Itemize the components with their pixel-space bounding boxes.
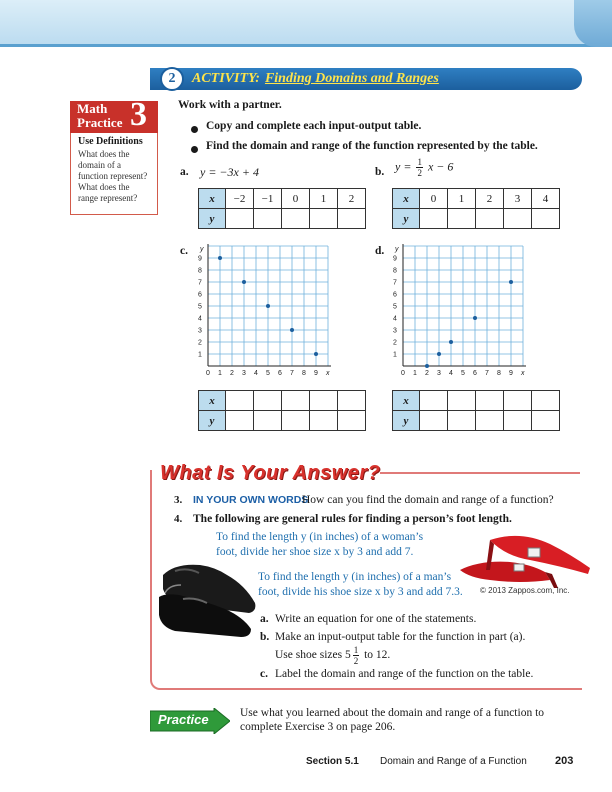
x-tick-label: 3 xyxy=(242,370,246,377)
y-tick-label: 1 xyxy=(198,351,202,359)
table-header-x: x xyxy=(393,189,420,209)
table-cell xyxy=(448,391,476,411)
table-cell xyxy=(254,411,282,431)
activity-title xyxy=(192,71,439,87)
question-4b-label: b. xyxy=(260,631,270,643)
x-axis-label: x xyxy=(521,370,525,377)
answer-section-title: What Is Your Answer? xyxy=(160,462,381,484)
table-row xyxy=(199,391,366,411)
question-4c-label: c. xyxy=(260,668,268,680)
table-cell xyxy=(226,391,254,411)
table-cell: 0 xyxy=(282,189,310,209)
x-tick-label: 1 xyxy=(413,370,417,377)
y-tick-label: 3 xyxy=(198,327,202,335)
x-axis-label: x xyxy=(326,370,330,377)
table-cell xyxy=(226,209,254,229)
y-tick-label: 4 xyxy=(393,315,397,323)
table-row xyxy=(393,209,560,229)
table-cell xyxy=(310,411,338,431)
table-cell xyxy=(420,209,448,229)
table-cell: 4 xyxy=(532,189,560,209)
table-cell xyxy=(338,411,366,431)
fraction-denominator: 2 xyxy=(353,656,359,666)
question-4a-text: Write an equation for one of the statements. xyxy=(275,613,477,625)
part-a-table xyxy=(198,188,366,229)
y-tick-label: 6 xyxy=(198,291,202,299)
table-cell: 1 xyxy=(448,189,476,209)
table-cell xyxy=(532,411,560,431)
data-point xyxy=(473,316,477,320)
bullet-item: Copy and complete each input-output table. xyxy=(206,120,422,132)
table-header-x: x xyxy=(199,391,226,411)
y-tick-label: 2 xyxy=(393,339,397,347)
table-cell: 2 xyxy=(338,189,366,209)
page-number: 203 xyxy=(555,755,574,767)
shoe-size-range-end: to 12. xyxy=(364,649,391,662)
table-cell: −2 xyxy=(226,189,254,209)
fraction-numerator: 1 xyxy=(353,645,359,655)
bullet-item: Find the domain and range of the function represented by the table. xyxy=(206,140,538,152)
data-point xyxy=(437,352,441,356)
x-tick-label: 8 xyxy=(302,370,306,377)
question-4b-text: Make an input-output table for the function in part (a). xyxy=(275,631,526,643)
activity-label: ACTIVITY: xyxy=(192,71,260,86)
table-header-y: y xyxy=(199,209,226,229)
part-b-label: b. xyxy=(375,166,385,178)
table-cell: 0 xyxy=(420,189,448,209)
table-cell xyxy=(504,209,532,229)
data-point xyxy=(218,256,222,260)
part-c-table xyxy=(198,390,366,431)
table-cell: −1 xyxy=(254,189,282,209)
top-band-corner xyxy=(574,0,612,47)
table-cell xyxy=(310,209,338,229)
part-c-label: c. xyxy=(180,245,188,257)
question-3-lead: IN YOUR OWN WORDS xyxy=(193,494,309,506)
table-cell xyxy=(282,391,310,411)
part-d-label: d. xyxy=(375,245,385,257)
math-practice-subtitle: Use Definitions xyxy=(78,136,143,147)
x-tick-label: 2 xyxy=(425,370,429,377)
table-cell xyxy=(226,411,254,431)
x-tick-label: 2 xyxy=(230,370,234,377)
table-cell: 1 xyxy=(310,189,338,209)
table-cell xyxy=(504,411,532,431)
table-row xyxy=(393,189,560,209)
x-tick-label: 7 xyxy=(290,370,294,377)
part-c-graph xyxy=(196,244,331,380)
table-cell xyxy=(448,411,476,431)
x-tick-label: 9 xyxy=(509,370,513,377)
table-header-x: x xyxy=(199,189,226,209)
table-row xyxy=(393,391,560,411)
question-4b-text-line2 xyxy=(275,645,390,666)
x-tick-label: 7 xyxy=(485,370,489,377)
y-tick-label: 6 xyxy=(393,291,397,299)
table-cell xyxy=(476,411,504,431)
x-tick-label: 5 xyxy=(461,370,465,377)
table-row xyxy=(199,189,366,209)
table-cell xyxy=(532,209,560,229)
y-tick-label: 8 xyxy=(198,267,202,275)
table-cell xyxy=(282,209,310,229)
table-header-y: y xyxy=(393,209,420,229)
table-cell: 2 xyxy=(476,189,504,209)
question-3-number: 3. xyxy=(174,494,183,506)
math-practice-title: Math Practice xyxy=(77,101,123,130)
y-tick-label: 2 xyxy=(198,339,202,347)
x-tick-label: 0 xyxy=(206,370,210,377)
photo-credit: © 2013 Zappos.com, Inc. xyxy=(480,586,570,595)
y-tick-label: 7 xyxy=(198,279,202,287)
red-shoes-image xyxy=(450,510,595,590)
fraction-numerator: 1 xyxy=(417,157,422,167)
y-tick-label: 1 xyxy=(393,351,397,359)
table-cell xyxy=(504,391,532,411)
question-4-number: 4. xyxy=(174,513,183,525)
question-4c-text: Label the domain and range of the function on the table. xyxy=(275,668,534,680)
top-decorative-band xyxy=(0,0,612,47)
fraction xyxy=(353,645,360,666)
fraction xyxy=(416,157,423,178)
table-cell xyxy=(310,391,338,411)
table-cell xyxy=(254,209,282,229)
table-cell xyxy=(338,391,366,411)
data-point xyxy=(509,280,513,284)
part-d-table xyxy=(392,390,560,431)
activity-title-text: Finding Domains and Ranges xyxy=(264,71,439,86)
table-row xyxy=(199,411,366,431)
bullet-dot-icon xyxy=(191,126,198,133)
x-tick-label: 8 xyxy=(497,370,501,377)
practice-text: Use what you learned about the domain and range of a function to complete Exercise 3 on page 206. xyxy=(240,707,545,733)
table-row xyxy=(393,411,560,431)
footer-title: Domain and Range of a Function xyxy=(380,756,527,767)
table-cell xyxy=(476,391,504,411)
x-tick-label: 6 xyxy=(473,370,477,377)
y-tick-label: 7 xyxy=(393,279,397,287)
activity-number-badge: 2 xyxy=(160,67,184,91)
data-point xyxy=(242,280,246,284)
part-b-eq-right: x − 6 xyxy=(427,159,454,174)
part-b-eq-left: y = xyxy=(395,159,412,174)
table-header-y: y xyxy=(199,411,226,431)
bullet-dot-icon xyxy=(191,146,198,153)
shoe-size-text: Use shoe sizes 5 xyxy=(275,649,351,662)
math-practice-number: 3 xyxy=(130,96,147,133)
table-cell xyxy=(476,209,504,229)
table-cell xyxy=(254,391,282,411)
data-point xyxy=(425,364,429,368)
x-tick-label: 4 xyxy=(449,370,453,377)
table-cell xyxy=(420,411,448,431)
y-tick-label: 8 xyxy=(393,267,397,275)
y-tick-label: 4 xyxy=(198,315,202,323)
question-4a-label: a. xyxy=(260,613,269,625)
table-header-x: x xyxy=(393,391,420,411)
practice-label: Practice xyxy=(158,712,209,727)
part-a-label: a. xyxy=(180,166,189,178)
data-point xyxy=(314,352,318,356)
part-b-table xyxy=(392,188,560,229)
table-cell xyxy=(448,209,476,229)
table-cell xyxy=(338,209,366,229)
math-practice-question: What does the domain of a function represent? What does the range represent? xyxy=(78,149,148,203)
footer-section: Section 5.1 xyxy=(306,756,359,767)
data-point xyxy=(266,304,270,308)
question-4-text: The following are general rules for finding a person’s foot length. xyxy=(193,513,512,525)
x-tick-label: 4 xyxy=(254,370,258,377)
table-cell xyxy=(282,411,310,431)
data-point xyxy=(449,340,453,344)
y-axis-label: y xyxy=(200,246,204,253)
x-tick-label: 3 xyxy=(437,370,441,377)
x-tick-label: 9 xyxy=(314,370,318,377)
part-b-equation xyxy=(395,157,453,178)
table-cell xyxy=(420,391,448,411)
y-tick-label: 5 xyxy=(393,303,397,311)
rule-man-text: To find the length y (in inches) of a man’s foot, divide his shoe size x by 3 and add 7.3. xyxy=(258,571,463,598)
y-axis-label: y xyxy=(395,246,399,253)
data-point xyxy=(290,328,294,332)
part-a-equation: y = −3x + 4 xyxy=(200,165,259,179)
y-tick-label: 9 xyxy=(393,255,397,263)
y-tick-label: 5 xyxy=(198,303,202,311)
y-tick-label: 9 xyxy=(198,255,202,263)
table-row xyxy=(199,209,366,229)
x-tick-label: 0 xyxy=(401,370,405,377)
table-cell: 3 xyxy=(504,189,532,209)
rule-woman-text: To find the length y (in inches) of a woman’s foot, divide her shoe size x by 3 and add 7. xyxy=(216,531,424,558)
intro-text: Work with a partner. xyxy=(178,99,282,111)
black-shoes-image xyxy=(155,545,263,640)
table-header-y: y xyxy=(393,411,420,431)
x-tick-label: 5 xyxy=(266,370,270,377)
table-cell xyxy=(532,391,560,411)
question-3-text: How can you find the domain and range of a function? xyxy=(302,494,554,506)
part-d-graph xyxy=(391,244,526,380)
x-tick-label: 6 xyxy=(278,370,282,377)
answer-section-rule xyxy=(380,472,580,474)
x-tick-label: 1 xyxy=(218,370,222,377)
fraction-denominator: 2 xyxy=(417,168,422,178)
y-tick-label: 3 xyxy=(393,327,397,335)
